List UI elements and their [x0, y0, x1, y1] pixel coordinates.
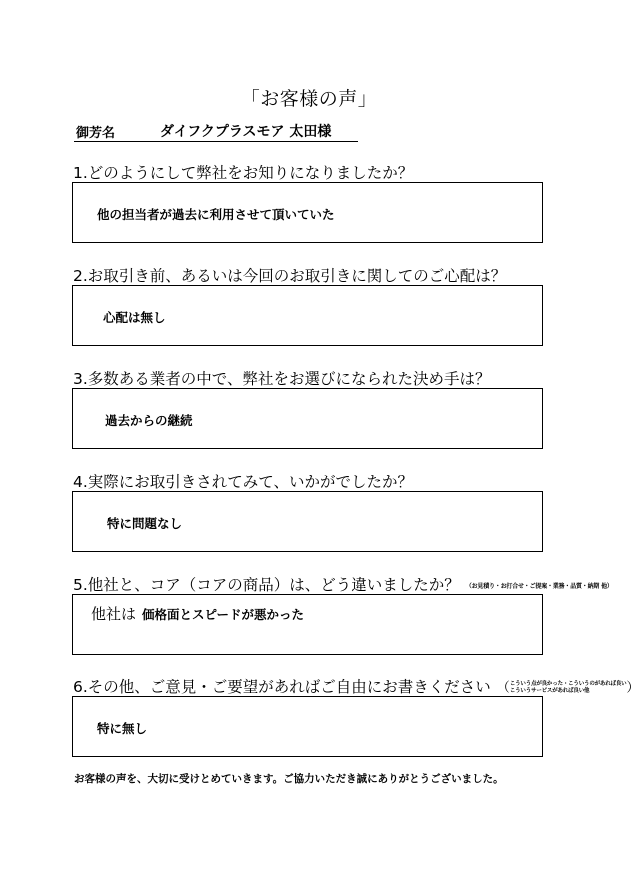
customer-name: ダイフクプラスモア 太田様 — [160, 124, 332, 140]
question-3: 3.多数ある業者の中で、弊社をお選びになられた決め手は？ — [73, 370, 491, 388]
customer-name-field — [74, 121, 358, 142]
question-6-note — [497, 681, 639, 695]
answer-box-5 — [72, 594, 543, 655]
question-5-label: 5.他社と、コア（コアの商品）は、どう違いましたか？ — [73, 576, 460, 594]
answer-box-3 — [72, 388, 543, 449]
answer-3: 過去からの継続 — [105, 413, 193, 428]
answer-box-1 — [72, 182, 543, 243]
page-title: 「お客様の声」 — [240, 88, 378, 110]
question-6-note-line-2: こういうサービスがあれば良い他 — [509, 687, 590, 694]
answer-2: 心配は無し — [103, 310, 166, 325]
question-6-note-close: ） — [626, 680, 639, 695]
answer-1: 他の担当者が過去に利用させて頂いていた — [97, 207, 335, 222]
customer-label: 御芳名 — [76, 126, 116, 141]
question-5-note: （お見積り・お打合せ・ご提案・業務・品質・納期 他） — [465, 583, 613, 590]
answer-4: 特に問題なし — [107, 516, 183, 531]
answer-box-6 — [72, 696, 543, 757]
answer-5 — [91, 603, 304, 624]
answer-box-2 — [72, 285, 543, 346]
footer-thanks: お客様の声を、大切に受けとめていきます。ご協力いただき誠にありがとうございました。 — [74, 773, 504, 785]
question-4: 4.実際にお取引きされてみて、いかがでしたか？ — [73, 473, 413, 491]
question-1: 1.どのようにして弊社をお知りになりましたか？ — [73, 164, 414, 182]
question-6 — [73, 675, 639, 697]
answer-5-text: 価格面とスピードが悪かった — [142, 607, 305, 622]
question-2: 2.お取引き前、あるいは今回のお取引きに関してのご心配は？ — [73, 267, 507, 285]
answer-5-prefix: 他社は — [91, 605, 137, 623]
answer-6: 特に無し — [97, 721, 148, 736]
question-5 — [73, 573, 613, 595]
question-6-note-open: （ — [496, 680, 510, 695]
answer-box-4 — [72, 491, 543, 552]
question-6-note-line-1: こういう点が良かった・こういうのがあれば良い — [509, 680, 627, 687]
question-6-label: 6.その他、ご意見・ご要望があればご自由にお書きください — [73, 678, 491, 696]
